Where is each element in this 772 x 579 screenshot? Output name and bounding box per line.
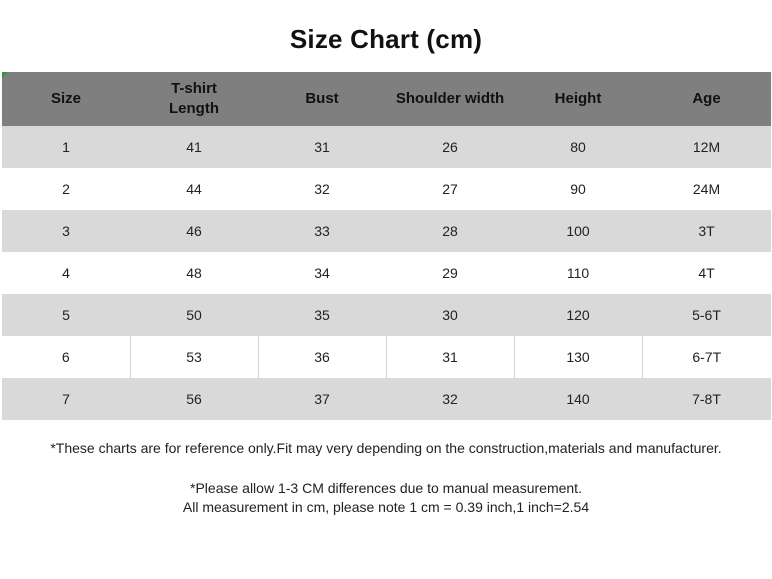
- cell-bust: 35: [258, 294, 386, 336]
- cell-height: 90: [514, 168, 642, 210]
- reference-note: *These charts are for reference only.Fit may very depending on the construction,materials and manufacturer.: [50, 440, 722, 456]
- cell-age: 6-7T: [642, 336, 771, 378]
- cell-height: 140: [514, 378, 642, 420]
- cell-size: 6: [2, 336, 130, 378]
- cell-age: 5-6T: [642, 294, 771, 336]
- header-tshirt-length: T-shirt Length: [130, 72, 258, 126]
- cell-bust: 34: [258, 252, 386, 294]
- header-shoulder-width: Shoulder width: [386, 72, 514, 126]
- cell-size: 5: [2, 294, 130, 336]
- header-size: Size: [2, 72, 130, 126]
- cell-shoulder: 26: [386, 126, 514, 168]
- cell-bust: 31: [258, 126, 386, 168]
- header-height: Height: [514, 72, 642, 126]
- header-bust: Bust: [258, 72, 386, 126]
- cell-bust: 36: [258, 336, 386, 378]
- cell-bust: 32: [258, 168, 386, 210]
- cell-height: 120: [514, 294, 642, 336]
- cell-shoulder: 28: [386, 210, 514, 252]
- cell-size: 7: [2, 378, 130, 420]
- allowance-note: *Please allow 1-3 CM differences due to manual measurement.: [190, 480, 582, 496]
- cell-size: 1: [2, 126, 130, 168]
- cell-shoulder: 32: [386, 378, 514, 420]
- cell-height: 100: [514, 210, 642, 252]
- cell-height: 130: [514, 336, 642, 378]
- corner-accent-mark: [2, 72, 8, 78]
- cell-age: 12M: [642, 126, 771, 168]
- measurement-notes: [0, 479, 772, 517]
- table-header-row: [2, 72, 771, 126]
- cell-shoulder: 31: [386, 336, 514, 378]
- cell-length: 53: [130, 336, 258, 378]
- cell-size: 2: [2, 168, 130, 210]
- cell-length: 44: [130, 168, 258, 210]
- table-row: [2, 294, 771, 336]
- header-age: Age: [642, 72, 771, 126]
- cell-length: 41: [130, 126, 258, 168]
- cell-size: 3: [2, 210, 130, 252]
- cell-length: 48: [130, 252, 258, 294]
- page-title: Size Chart (cm): [289, 24, 483, 54]
- table-row: [2, 210, 771, 252]
- cell-age: 24M: [642, 168, 771, 210]
- table-row: [2, 378, 771, 420]
- cell-height: 110: [514, 252, 642, 294]
- size-chart-table: [2, 72, 771, 420]
- table-row: [2, 126, 771, 168]
- cell-size: 4: [2, 252, 130, 294]
- cell-bust: 33: [258, 210, 386, 252]
- table-row: [2, 336, 771, 378]
- cell-shoulder: 29: [386, 252, 514, 294]
- cell-length: 56: [130, 378, 258, 420]
- cell-height: 80: [514, 126, 642, 168]
- cell-shoulder: 27: [386, 168, 514, 210]
- cell-length: 50: [130, 294, 258, 336]
- cell-age: 7-8T: [642, 378, 771, 420]
- cell-shoulder: 30: [386, 294, 514, 336]
- cell-age: 4T: [642, 252, 771, 294]
- size-chart-table-container: [2, 72, 771, 420]
- table-row: [2, 252, 771, 294]
- table-row: [2, 168, 771, 210]
- conversion-note: All measurement in cm, please note 1 cm = 0.39 inch,1 inch=2.54: [182, 499, 590, 515]
- cell-bust: 37: [258, 378, 386, 420]
- cell-age: 3T: [642, 210, 771, 252]
- cell-length: 46: [130, 210, 258, 252]
